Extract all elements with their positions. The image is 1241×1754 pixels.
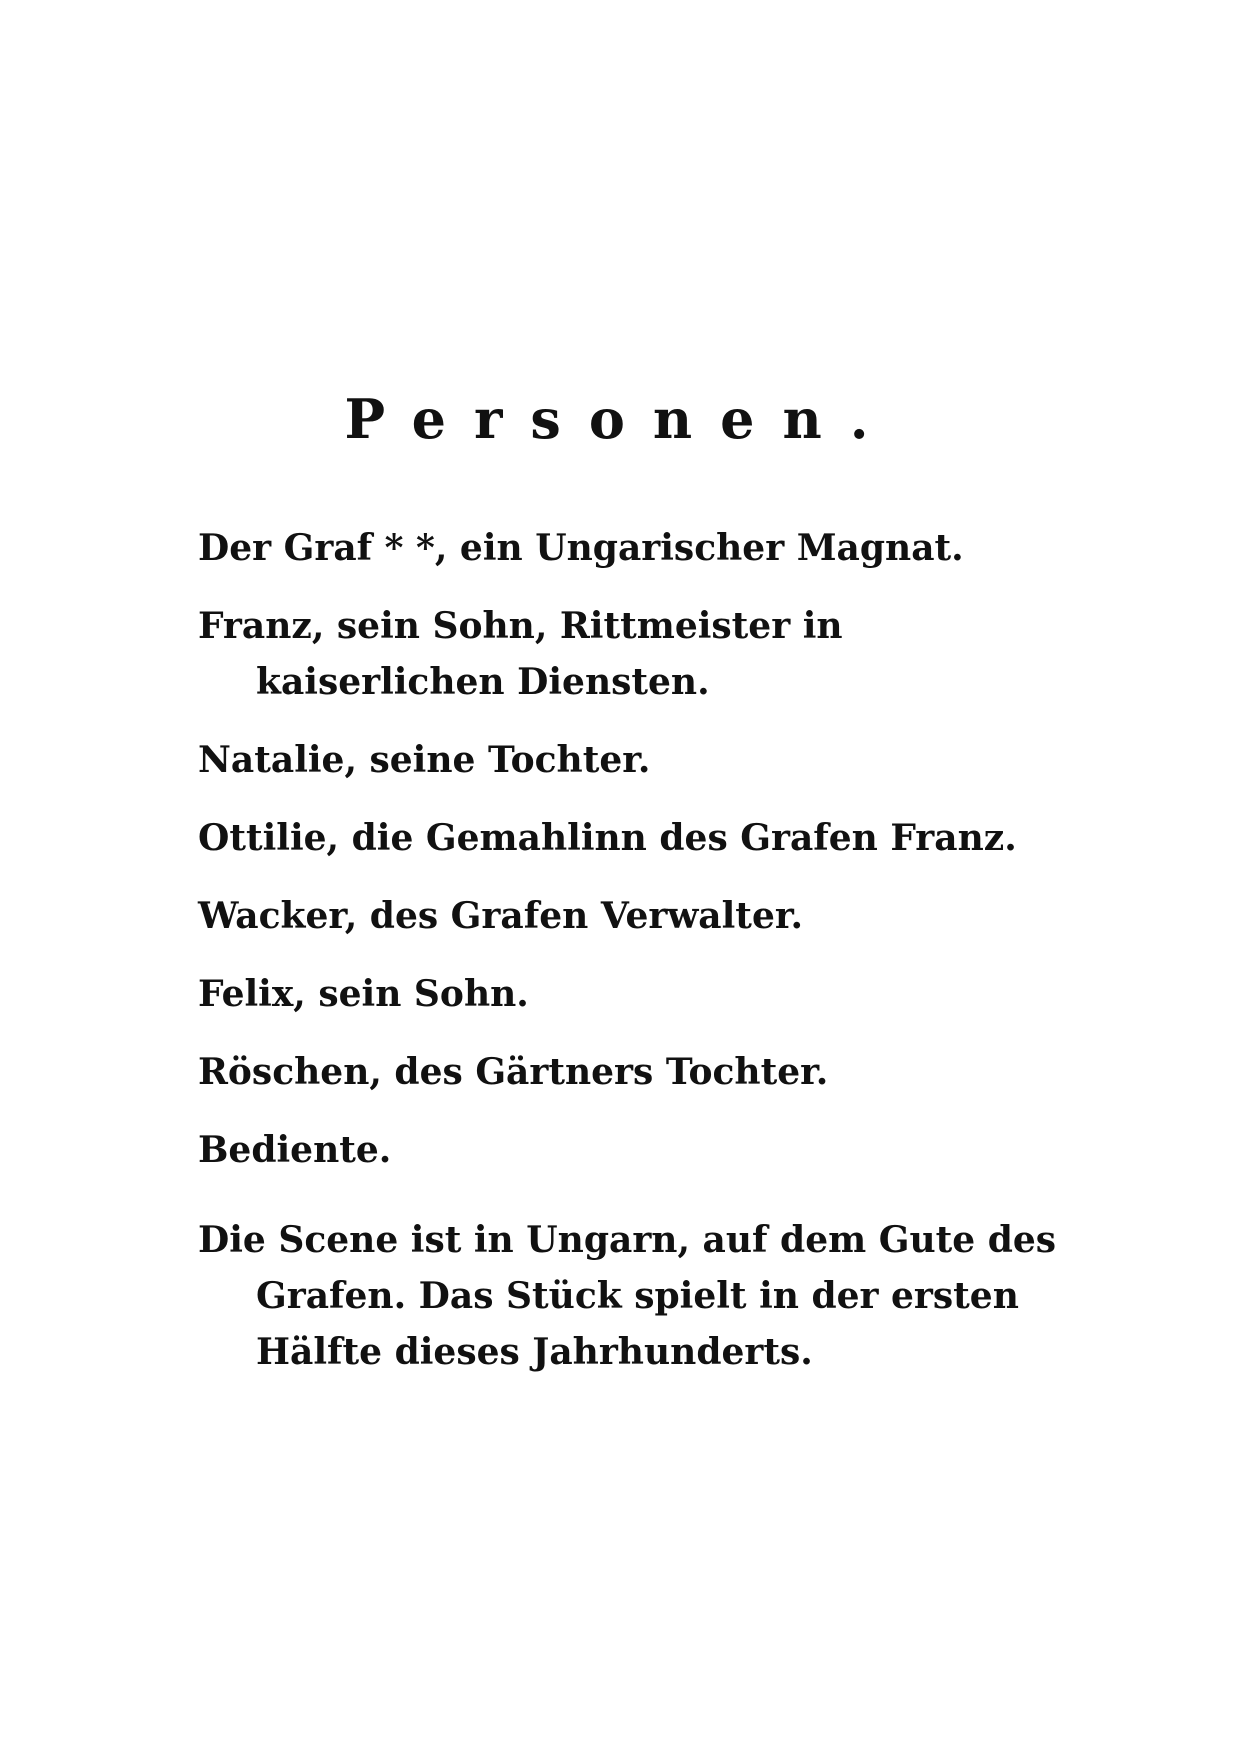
cast-item-felix: Felix, sein Sohn. [198, 973, 529, 1015]
page-title: Personen. [344, 387, 897, 451]
cast-item-franz: Franz, sein Sohn, Rittmeister in kaiserlichen Diensten. [198, 605, 843, 703]
cast-item-ottilie: Ottilie, die Gemahlinn des Grafen Franz. [198, 817, 1017, 859]
scene-note: Die Scene ist in Ungarn, auf dem Gute des Grafen. Das Stück spielt in der ersten Hälfte dieses Jahrhunderts. [198, 1219, 1057, 1373]
cast-item-wacker: Wacker, des Grafen Verwalter. [198, 895, 804, 937]
cast-item-natalie: Natalie, seine Tochter. [198, 739, 651, 781]
cast-item-roeschen: Röschen, des Gärtners Tochter. [198, 1051, 829, 1093]
cast-item-bediente: Bediente. [198, 1129, 392, 1171]
cast-list [198, 520, 1058, 1178]
cast-item-graf: Der Graf * *, ein Ungarischer Magnat. [198, 527, 964, 569]
